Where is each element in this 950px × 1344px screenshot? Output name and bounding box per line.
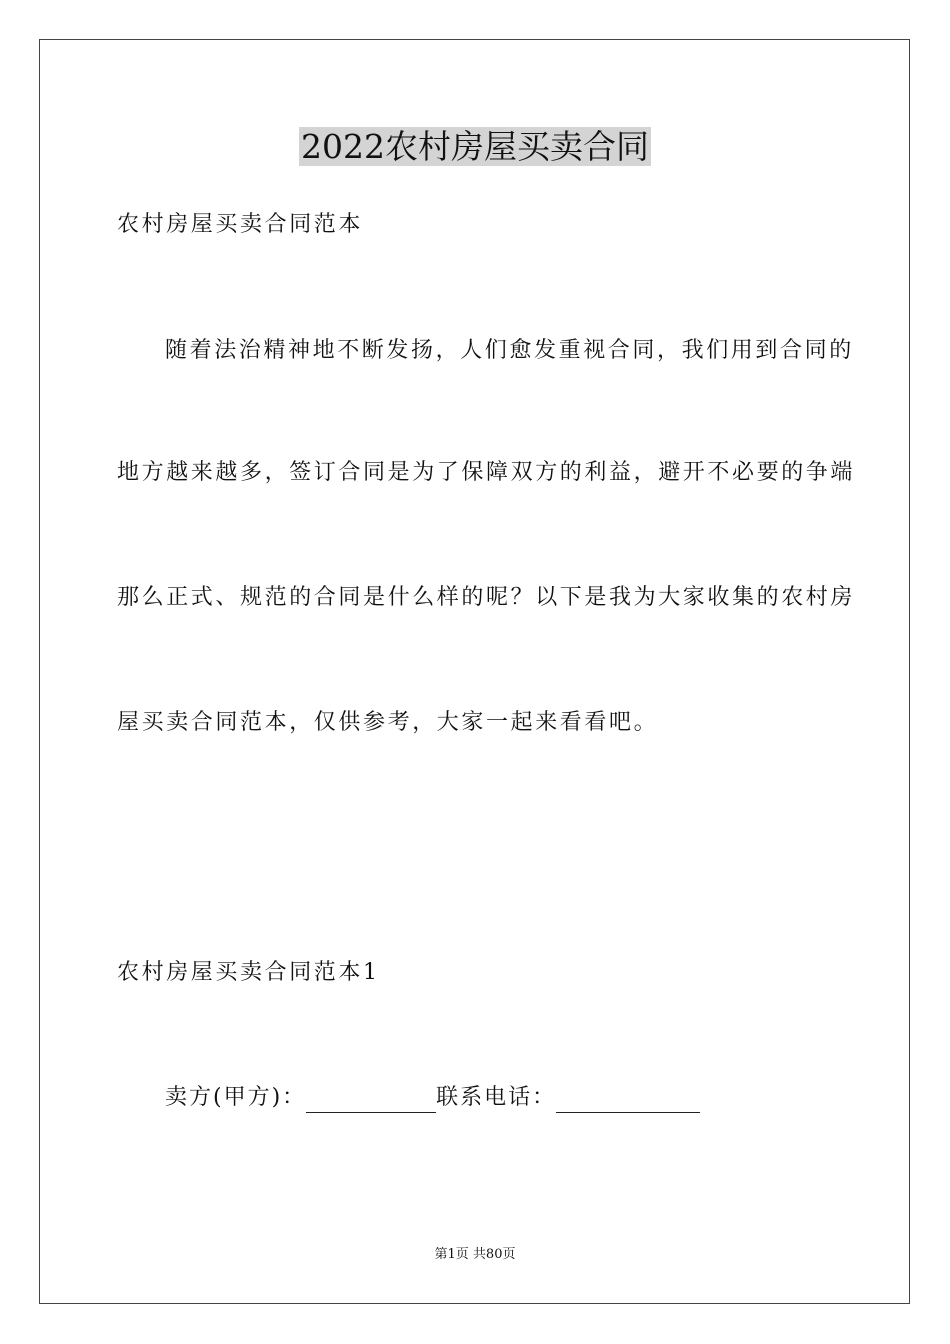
intro-line-3: 那么正式、规范的合同是什么样的呢？以下是我为大家收集的农村房 <box>117 585 856 610</box>
contact-phone-blank <box>556 1088 700 1113</box>
document-title: 2022农村房屋买卖合同 <box>301 127 649 166</box>
subtitle: 农村房屋买卖合同范本 <box>117 212 364 237</box>
seller-name-blank <box>306 1088 436 1113</box>
contact-label: 联系电话： <box>436 1085 557 1110</box>
intro-line-4: 屋买卖合同范本，仅供参考，大家一起来看看吧。 <box>117 710 659 735</box>
page-footer: 第1页 共80页 <box>434 1247 516 1262</box>
intro-line-2: 地方越来越多，签订合同是为了保障双方的利益，避开不必要的争端 <box>117 460 856 485</box>
seller-info-line <box>165 1083 885 1113</box>
intro-line-1: 随着法治精神地不断发扬，人们愈发重视合同，我们用到合同的 <box>165 338 854 363</box>
section-heading: 农村房屋买卖合同范本1 <box>117 960 380 985</box>
seller-label: 卖方(甲方)： <box>165 1085 307 1110</box>
